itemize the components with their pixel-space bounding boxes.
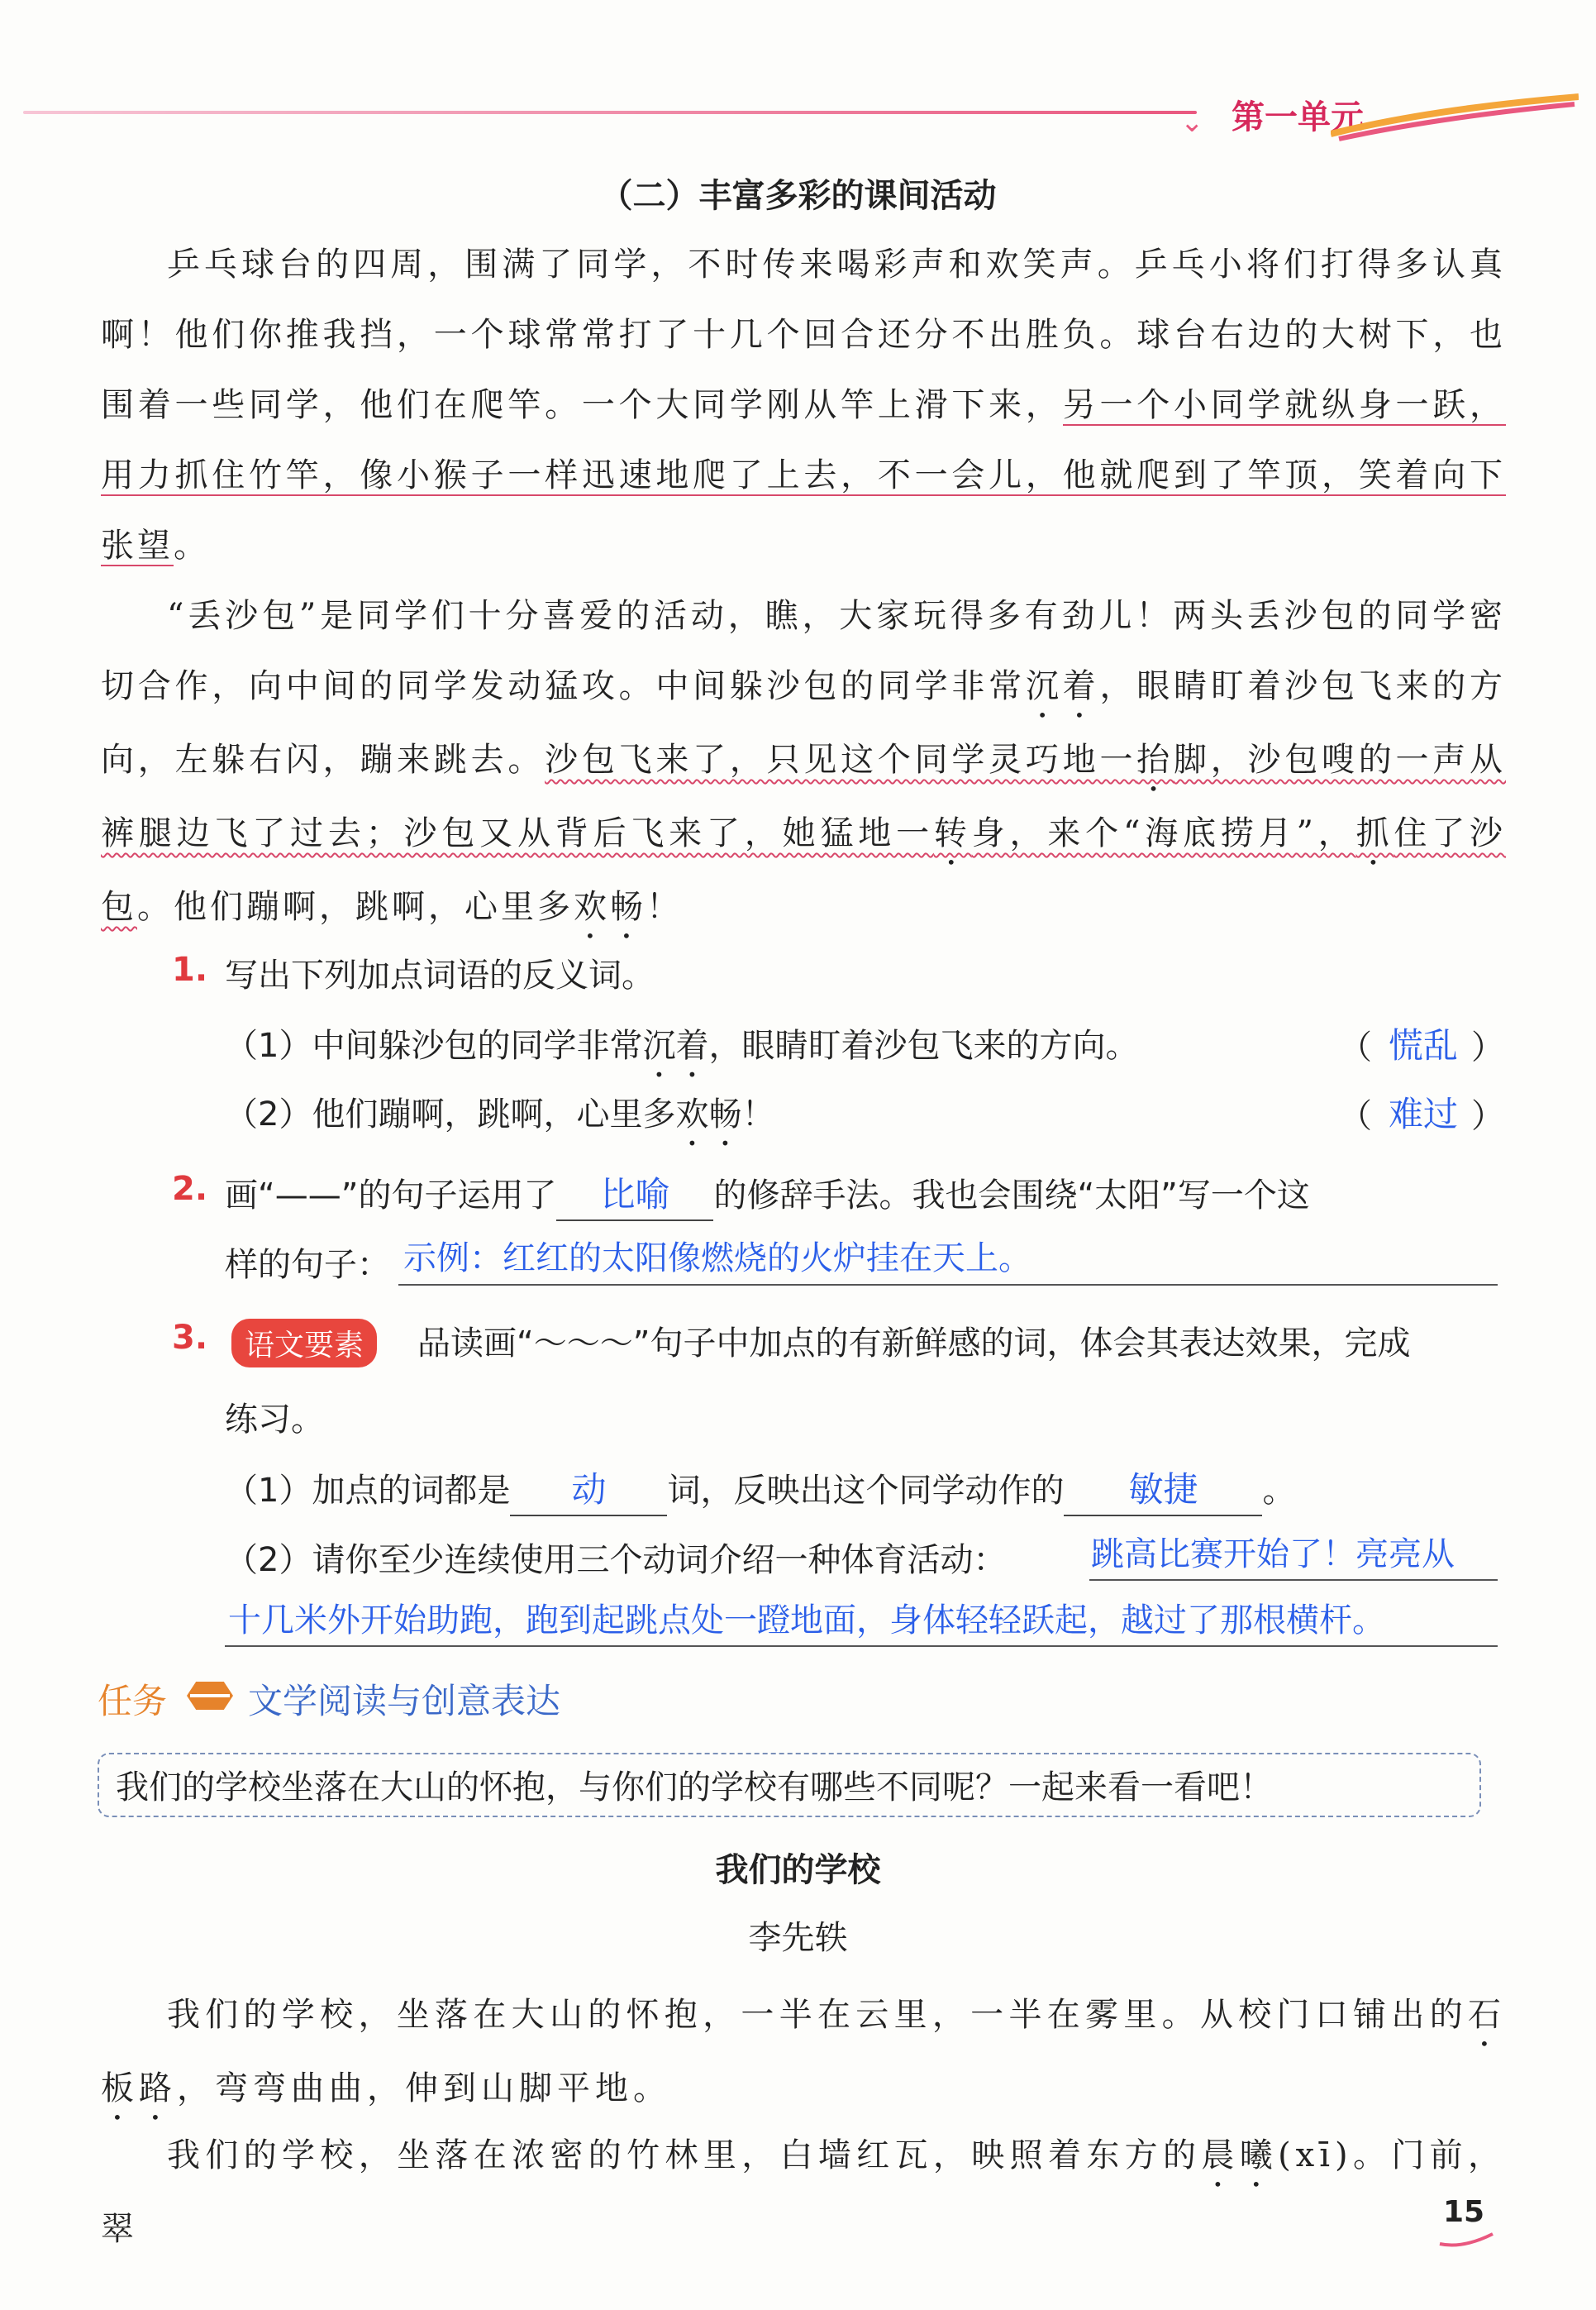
paragraph-text: (xī)。门前，翠: [101, 2136, 1507, 2248]
paragraph-text: ，弯弯曲曲，伸到山脚平地。: [177, 2069, 671, 2107]
dotted-word: 抬: [1136, 741, 1174, 779]
dotted-word: 欢畅: [574, 888, 646, 926]
paragraph-text: ，眼睛盯着沙包飞来的方向，左躲右闪，蹦来跳去。: [101, 667, 1507, 779]
swoosh-icon: [1438, 2232, 1496, 2249]
question-1-item-1: [225, 1021, 1138, 1085]
header-rule: [23, 111, 1197, 114]
answer-3-2-blank[interactable]: 敏捷: [1064, 1465, 1262, 1516]
story-paragraph-2: [101, 2121, 1506, 2265]
question-3-prompt-cont: 练习。: [225, 1401, 324, 1439]
paragraph-text: 乒乓球台的四周，围满了同学，不时传来喝彩声和欢笑声。乒乓小将们打得多认真啊！他们你推我挡，一个球常常打了十几个回合还分不出胜负。球台右边的大树下，也围着一些同学，他们在爬竿。一个大同学刚从竿上滑下来，: [101, 246, 1506, 424]
task-label: 任务: [98, 1681, 168, 1721]
dotted-word: 沉着: [1025, 667, 1100, 705]
item-text: 词，反映出这个同学动作的: [667, 1472, 1065, 1510]
story-author: 李先轶: [748, 1919, 848, 1957]
answer-3-1-blank[interactable]: 动: [510, 1465, 667, 1516]
paragraph-text: “丢沙包”是同学们十分喜爱的活动，瞧，大家玩得多有劲儿！两头丢沙包的同学密切合作，向中间的同学发动猛攻。中间躲沙包的同学非常: [101, 597, 1506, 705]
question-number: 3.: [172, 1319, 208, 1357]
item-text: ！: [741, 1095, 775, 1134]
wavy-text: 沙包飞来了，只见这个同学灵巧地一: [545, 741, 1137, 779]
answer-paren-open: （: [1339, 1029, 1372, 1067]
dotted-word: 转: [933, 814, 972, 852]
dotted-word: 抓: [1355, 814, 1394, 852]
question-1-prompt: 写出下列加点词语的反义词。: [225, 957, 655, 995]
paragraph-text: ！: [646, 888, 683, 926]
literacy-element-tag: 语文要素: [231, 1319, 377, 1367]
wavy-text: 住了沙包: [101, 814, 1507, 926]
story-paragraph-1: [101, 1980, 1506, 2127]
question-1-item-2: [225, 1090, 774, 1153]
dotted-word: 晨曦: [1201, 2136, 1279, 2174]
answer-paren-close: ）: [1471, 1029, 1504, 1067]
answer-3-3-line1[interactable]: 跳高比赛开始了！亮亮从: [1091, 1536, 1455, 1573]
paragraph-text: 我们的学校，坐落在大山的怀抱，一半在云里，一半在雾里。从校门口铺出的: [167, 1996, 1468, 2034]
paragraph-text: 我们的学校，坐落在浓密的竹林里，白墙红瓦，映照着东方的: [167, 2136, 1202, 2174]
wavy-text: 身，来个“海底捞月”，: [971, 814, 1356, 852]
task-title: 文学阅读与创意表达: [248, 1681, 561, 1721]
prompt-text: 画“——”的句子运用了: [225, 1176, 557, 1215]
answer-paren-close: ）: [1471, 1097, 1504, 1135]
answer-paren-open: （: [1339, 1097, 1372, 1135]
answer-line: [398, 1284, 1498, 1286]
prompt-text: 的修辞手法。我也会围绕“太阳”写一个这: [713, 1176, 1310, 1215]
page-number: 15: [1443, 2195, 1485, 2229]
answer-1-2[interactable]: 难过: [1389, 1095, 1459, 1134]
paragraph-text: 。他们蹦啊，跳啊，心里多: [137, 888, 574, 926]
answer-2-sentence[interactable]: 示例：红红的太阳像燃烧的火炉挂在天上。: [403, 1240, 1031, 1277]
hexagon-icon-bar: [190, 1694, 230, 1697]
passage-paragraph-2: [101, 581, 1506, 946]
question-number: 1.: [172, 951, 208, 989]
answer-1-1[interactable]: 慌乱: [1389, 1026, 1459, 1065]
story-title: 我们的学校: [715, 1851, 881, 1889]
answer-3-3-line2[interactable]: 十几米外开始助跑，跑到起跳点处一蹬地面，身体轻轻跃起，越过了那根横杆。: [228, 1602, 1385, 1639]
question-number: 2.: [172, 1170, 208, 1208]
passage-title: （二）丰富多彩的课间活动: [599, 177, 997, 215]
underlined-sentence: 另一个小同学就纵身一跃，用力抓住竹竿，像小猴子一样迅速地爬了上去，不一会儿，他就爬到了竿顶，笑着向下张望: [101, 386, 1507, 565]
item-text: （1）加点的词都是: [225, 1472, 511, 1510]
question-2-prompt-cont: 样的句子：: [225, 1246, 390, 1284]
question-2-prompt: [225, 1170, 1310, 1221]
answer-line: [225, 1645, 1498, 1647]
chevron-down-icon: ⌄: [1180, 106, 1204, 139]
dotted-word: 石板路: [101, 1996, 1506, 2107]
item-text: （1）中间躲沙包的同学非常: [225, 1027, 643, 1065]
question-3-prompt: 品读画“～～～”句子中加点的有新鲜感的词，体会其表达效果，完成: [417, 1324, 1411, 1363]
unit-title: 第一单元: [1232, 98, 1364, 136]
paragraph-text: 。: [174, 527, 210, 565]
dotted-word: 沉着: [642, 1027, 709, 1065]
item-text: ，眼睛盯着沙包飞来的方向。: [708, 1027, 1139, 1065]
answer-2-blank[interactable]: 比喻: [556, 1170, 713, 1221]
wavy-text: 脚，沙包嗖的一声从裤腿边飞了过去；沙包又从背后飞来了，她猛地一: [101, 741, 1507, 852]
answer-line: [1089, 1579, 1498, 1581]
header-swoosh-icon: [1331, 93, 1579, 142]
intro-text: 我们的学校坐落在大山的怀抱，与你们的学校有哪些不同呢？一起来看一看吧！: [116, 1768, 1273, 1806]
question-3-item-2: （2）请你至少连续使用三个动词介绍一种体育活动：: [225, 1541, 1007, 1579]
item-text: 。: [1262, 1472, 1296, 1510]
item-text: （2）他们蹦啊，跳啊，心里多: [225, 1095, 676, 1134]
dotted-word: 欢畅: [675, 1095, 742, 1134]
passage-paragraph-1: [101, 230, 1506, 581]
question-3-item-1: [225, 1465, 1295, 1516]
